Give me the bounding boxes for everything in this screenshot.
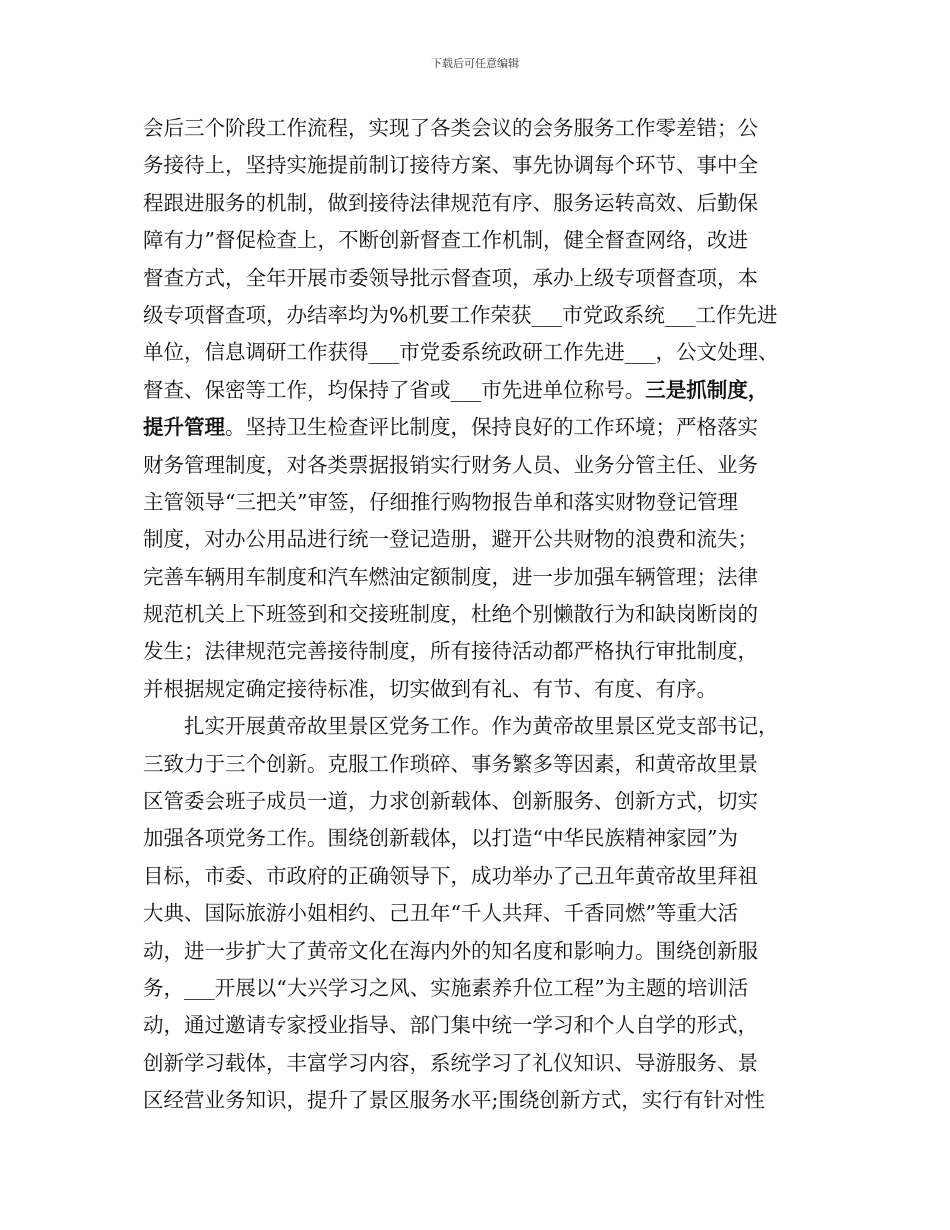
text-line: 动，通过邀请专家授业指导、部门集中统一学习和个人自学的形式， [143, 1013, 758, 1038]
text-line: 发生；法律规范完善接待制度，所有接待活动都严格执行审批制度， [143, 639, 758, 664]
text-line: 并根据规定确定接待标准，切实做到有礼、有节、有度、有序。 [143, 676, 717, 701]
bold-heading: 三是抓制度， [645, 377, 769, 402]
text-line [143, 372, 815, 409]
text-line: 主管领导“三把关”审签，仔细推行购物报告单和落实财物登记管理 [143, 489, 738, 514]
text-line: 级专项督查项，办结率均为%机要工作荣获___市党政系统___工作先进 [143, 302, 778, 327]
text-line: 障有力”督促检查上，不断创新督查工作机制，健全督查网络，改进 [143, 228, 748, 253]
text-line: 程跟进服务的机制，做到接待法律规范有序、服务运转高效、后勤保 [143, 190, 758, 215]
text-line: 务接待上，坚持实施提前制订接待方案、事先协调每个环节、事中全 [143, 153, 758, 178]
text-line: 务，___开展以“大兴学习之风、实施素养升位工程”为主题的培训活 [143, 975, 749, 1000]
page-header: 下载后可任意编辑 [431, 57, 519, 70]
text-line: 完善车辆用车制度和汽车燃油定额制度，进一步加强车辆管理；法律 [143, 564, 758, 589]
text-line: 创新学习载体，丰富学习内容，系统学习了礼仪知识、导游服务、景 [143, 1050, 758, 1075]
text-line [143, 409, 815, 446]
text-line: 动，进一步扩大了黄帝文化在海内外的知名度和影响力。围绕创新服 [143, 938, 758, 963]
text-line: 区管委会班子成员一道，力求创新载体、创新服务、创新方式，切实 [143, 789, 758, 814]
text-line: 规范机关上下班签到和交接班制度，杜绝个别懒散行为和缺岗断岗的 [143, 602, 758, 627]
text-line: 单位，信息调研工作获得___市党委系统政研工作先进___，公文处理、 [143, 340, 779, 365]
document-body [143, 110, 815, 1120]
text-line: 督查方式，全年开展市委领导批示督查项，承办上级专项督查项，本 [143, 265, 758, 290]
text-run: 。坚持卫生检查评比制度，保持良好的工作环境；严格落实 [225, 415, 758, 440]
text-line: 大典、国际旅游小姐相约、己丑年“千人共拜、千香同燃”等重大活 [143, 901, 738, 926]
text-run: 督查、保密等工作，均保持了省或___市先进单位称号。 [143, 377, 646, 402]
text-line: 扎实开展黄帝故里景区党务工作。作为黄帝故里景区党支部书记， [184, 714, 779, 739]
bold-heading: 提升管理 [143, 415, 225, 440]
text-line: 制度，对办公用品进行统一登记造册，避开公共财物的浪费和流失； [143, 527, 758, 552]
text-line: 加强各项党务工作。围绕创新载体，以打造“中华民族精神家园”为 [143, 826, 738, 851]
text-line: 三致力于三个创新。克服工作琐碎、事务繁多等因素，和黄帝故里景 [143, 751, 758, 776]
text-line: 会后三个阶段工作流程，实现了各类会议的会务服务工作零差错；公 [143, 116, 758, 140]
text-line: 目标，市委、市政府的正确领导下，成功举办了己丑年黄帝故里拜祖 [143, 863, 758, 888]
text-line: 财务管理制度，对各类票据报销实行财务人员、业务分管主任、业务 [143, 452, 758, 477]
text-line: 区经营业务知识，提升了景区服务水平;围绕创新方式，实行有针对性 [143, 1088, 765, 1113]
